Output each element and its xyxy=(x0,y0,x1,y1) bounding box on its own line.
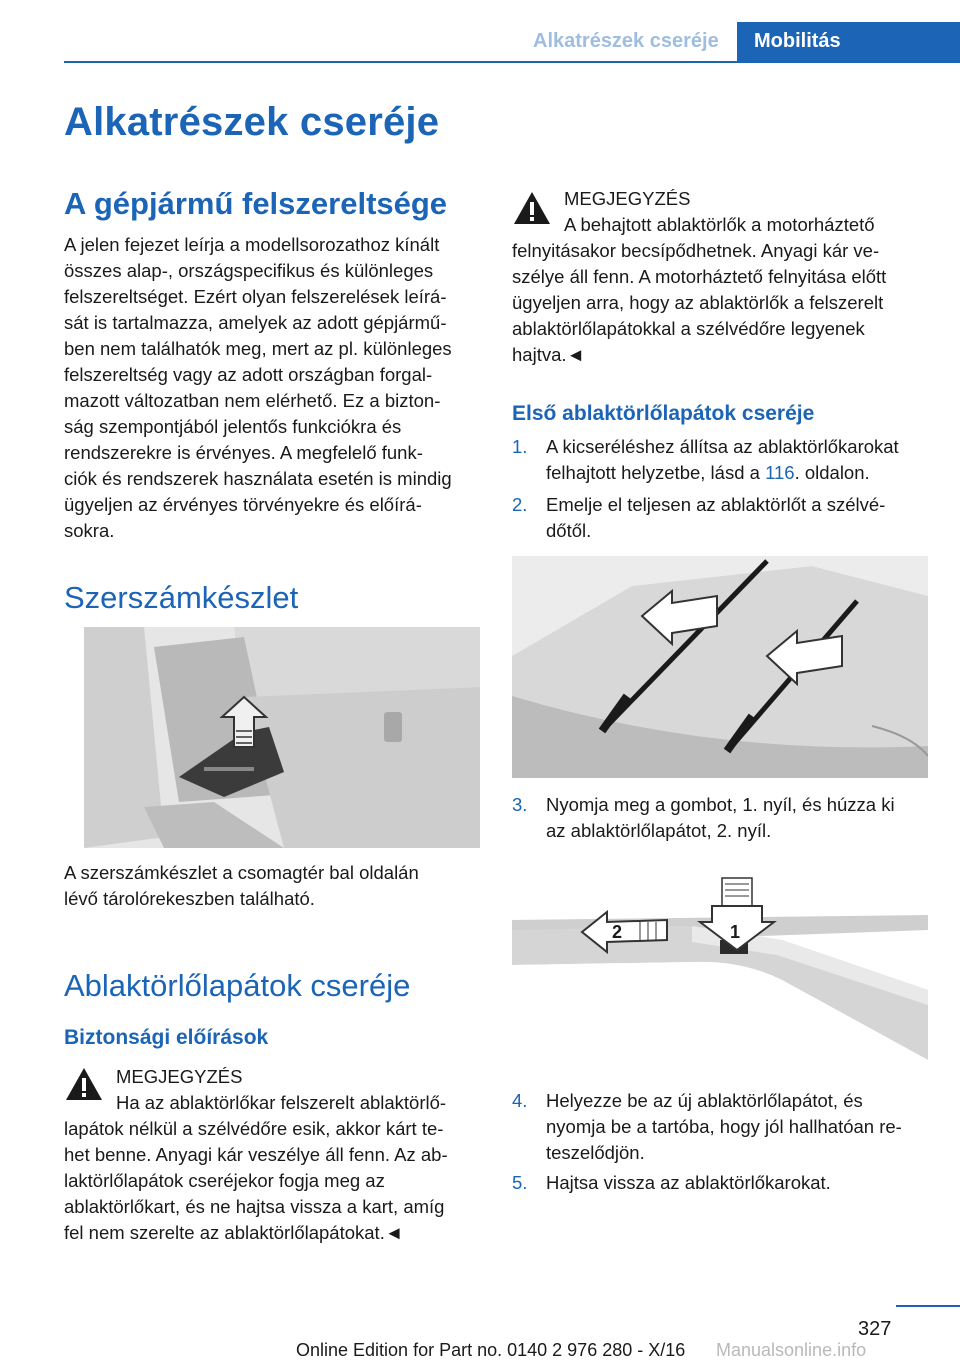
text-line: nyomja be a tartóba, hogy jól hallhatóan re- xyxy=(546,1116,902,1137)
step-number: 3. xyxy=(512,794,528,815)
equipment-paragraph xyxy=(64,232,484,544)
arrow-label-2: 2 xyxy=(612,922,623,942)
text-line: mazott változatban nem elérhető. Ez a bizton- xyxy=(64,390,441,411)
text-line: rendszerekre is érvényes. A megfelelő funk- xyxy=(64,442,423,463)
warning-icon xyxy=(512,190,552,226)
text-line: ság szempontjából jelentős funkciókra és xyxy=(64,416,402,437)
text-line xyxy=(546,460,899,486)
text-line: A szerszámkészlet a csomagtér bal oldalán xyxy=(64,862,419,883)
toolkit-heading: Szerszámkészlet xyxy=(64,580,299,615)
toolkit-caption xyxy=(64,860,484,912)
step-text xyxy=(546,434,899,486)
page-link[interactable]: 116 xyxy=(765,462,795,483)
text-line: teszelődjön. xyxy=(546,1142,645,1163)
text-line: az ablaktörlőlapátot, 2. nyíl. xyxy=(546,820,772,841)
text-line: A kicseréléshez állítsa az ablaktörlőkarokat xyxy=(546,436,899,457)
text-line: het benne. Anyagi kár veszélye áll fenn. Az ab- xyxy=(64,1144,448,1165)
text-line: Emelje el teljesen az ablaktörlőt a szélvé- xyxy=(546,494,886,515)
note1-label: MEGJEGYZÉS xyxy=(116,1066,243,1087)
note2-label: MEGJEGYZÉS xyxy=(564,188,691,209)
text-line: sát is tartalmazza, amelyek az adott gépjármű- xyxy=(64,312,447,333)
text-line: dőtől. xyxy=(546,520,592,541)
text-line: hajtva.◄ xyxy=(512,344,585,365)
text-line: felszereltség vagy az adott országban forgal- xyxy=(64,364,433,385)
wiper-blade-illustration xyxy=(512,870,928,1070)
text-line: ügyeljen arra, hogy az ablaktörlők a felszerelt xyxy=(512,292,884,313)
toolkit-figure xyxy=(84,627,480,848)
text-line: szélye áll fenn. A motorháztető felnyitása előtt xyxy=(512,266,887,287)
blade-figure xyxy=(512,870,928,1070)
text-line: laktörlőlapátok cseréjekor fogja meg az xyxy=(64,1170,385,1191)
warning-icon xyxy=(64,1066,104,1102)
footer-edition: Online Edition for Part no. 0140 2 976 280 - X/16 xyxy=(296,1340,686,1360)
text-line: Hajtsa vissza az ablaktörlőkarokat. xyxy=(546,1172,831,1193)
text-line: ablaktörlőlapátokkal a szélvédőre legyenek xyxy=(512,318,865,339)
arrow-label-1: 1 xyxy=(730,922,741,942)
front-wipers-heading: Első ablaktörlőlapátok cseréje xyxy=(512,402,815,425)
step-text xyxy=(546,1170,831,1196)
note2-line-first: A behajtott ablaktörlők a motorháztető xyxy=(564,214,875,235)
text-line: A jelen fejezet leírja a modellsorozathoz kínált xyxy=(64,234,440,255)
text-line: fel nem szerelte az ablaktörlőlapátokat.◄ xyxy=(64,1222,404,1243)
step-number: 2. xyxy=(512,494,528,515)
header-rule xyxy=(64,61,960,63)
note2-body xyxy=(512,238,932,368)
text-fragment: felhajtott helyzetbe, lásd a xyxy=(546,462,766,483)
text-line: felnyitásakor becsípődhetnek. Anyagi kár ve- xyxy=(512,240,880,261)
step-text xyxy=(546,792,895,844)
text-line: sokra. xyxy=(64,520,115,541)
header-chapter-label: Mobilitás xyxy=(754,30,841,52)
text-line: Nyomja meg a gombot, 1. nyíl, és húzza ki xyxy=(546,794,895,815)
safety-heading: Biztonsági előírások xyxy=(64,1026,269,1049)
wipers-heading: Ablaktörlőlapátok cseréje xyxy=(64,968,411,1003)
text-line: ablaktörlőkart, és ne hajtsa vissza a kart, amíg xyxy=(64,1196,445,1217)
windshield-figure xyxy=(512,556,928,778)
note1-line-first: Ha az ablaktörlőkar felszerelt ablaktörlő- xyxy=(116,1092,447,1113)
text-line: ügyeljen az érvényes törvényekre és előírá- xyxy=(64,494,422,515)
step-number: 1. xyxy=(512,436,528,457)
equipment-heading: A gépjármű felszereltsége xyxy=(64,186,448,221)
text-line: felszereltséget. Ezért olyan felszerelések leírá- xyxy=(64,286,447,307)
watermark: Manualsonline.info xyxy=(716,1340,867,1360)
header-chapter-tab xyxy=(737,22,960,63)
step-text xyxy=(546,1088,902,1166)
text-line: lévő tárolórekeszben található. xyxy=(64,888,315,909)
note1-body xyxy=(64,1116,484,1246)
page-number: 327 xyxy=(858,1318,892,1340)
wiper-arms-illustration xyxy=(512,556,928,778)
page-title: Alkatrészek cseréje xyxy=(64,100,440,144)
trunk-illustration xyxy=(84,627,480,848)
text-line: ben nem találhatók meg, mert az pl. különleges xyxy=(64,338,452,359)
header-section-title: Alkatrészek cseréje xyxy=(533,30,719,52)
step-number: 4. xyxy=(512,1090,528,1111)
text-line: lapátok nélkül a szélvédőre esik, akkor kárt te- xyxy=(64,1118,444,1139)
step-number: 5. xyxy=(512,1172,528,1193)
text-line: Helyezze be az új ablaktörlőlapátot, és xyxy=(546,1090,863,1111)
footer-rule xyxy=(896,1305,960,1307)
text-fragment: . oldalon. xyxy=(794,462,870,483)
text-line: összes alap-, országspecifikus és különleges xyxy=(64,260,434,281)
text-line: ciók és rendszerek használata esetén is mindig xyxy=(64,468,452,489)
step-text xyxy=(546,492,885,544)
